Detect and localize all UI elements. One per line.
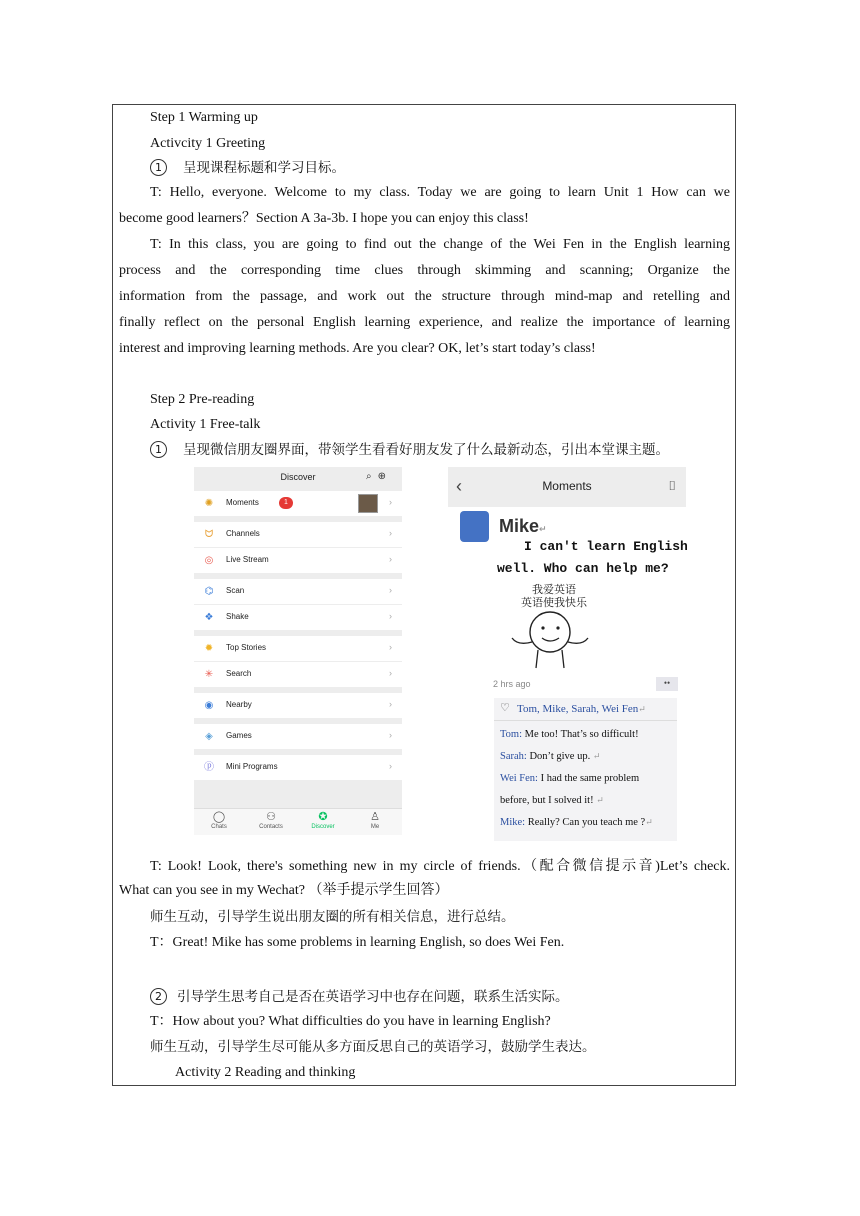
t5-line: T：How about you? What difficulties do you have in learning English? bbox=[150, 1014, 551, 1029]
t4-line: T：Great! Mike has some problems in learning English, so does Wei Fen. bbox=[150, 935, 565, 950]
t3-line-a: T: Look! Look, there's something new in my circle of friends.（配合微信提示音)Let’s check. bbox=[150, 859, 730, 874]
step2-activity: Activity 1 Free-talk bbox=[150, 417, 261, 432]
discover-item-label: Channels bbox=[226, 529, 260, 538]
discover-item-label: Nearby bbox=[226, 700, 252, 709]
comment: before, but I solved it! ↵ bbox=[500, 795, 604, 806]
number-circle: 1 bbox=[150, 159, 167, 176]
step1-item1-text: 呈现课程标题和学习目标。 bbox=[183, 160, 345, 176]
compass-icon: ✪ bbox=[318, 811, 328, 823]
summary2-line: 师生互动，引导学生尽可能从多方面反思自己的英语学习，鼓励学生表达。 bbox=[150, 1039, 596, 1055]
t1-line-a: T: Hello, everyone. Welcome to my class. Today we are going to learn Unit 1 How can we bbox=[150, 185, 730, 200]
moments-header bbox=[448, 467, 686, 507]
activity2-line: Activity 2 Reading and thinking bbox=[175, 1065, 356, 1080]
tab-chats[interactable]: ◯ Chats bbox=[199, 811, 239, 830]
scan-icon: ⌬ bbox=[204, 586, 214, 597]
games-icon: ◈ bbox=[205, 731, 213, 742]
tab-contacts[interactable]: ⚇ Contacts bbox=[251, 811, 291, 830]
chevron-right-icon: › bbox=[389, 699, 392, 709]
chevron-right-icon: › bbox=[389, 611, 392, 621]
discover-item-label: Shake bbox=[226, 612, 249, 621]
wechat-discover-screenshot bbox=[194, 467, 402, 835]
t1-line-b: become good learners？Section A 3a-3b. I hope you can enjoy this class! bbox=[119, 211, 529, 226]
number-circle: 2 bbox=[150, 988, 167, 1005]
person-icon: ♙ bbox=[370, 811, 380, 823]
stick-figure-meme-image bbox=[508, 608, 592, 670]
step1-activity: Activcity 1 Greeting bbox=[150, 136, 266, 151]
step2-item1-text: 呈现微信朋友圈界面，带领学生看看好朋友发了什么最新动态，引出本堂课主题。 bbox=[183, 442, 669, 458]
camera-icon[interactable]: ⌷ bbox=[668, 478, 676, 493]
discover-item-nearby[interactable] bbox=[194, 693, 402, 718]
discover-item-shake[interactable] bbox=[194, 605, 402, 630]
post-timestamp: 2 hrs ago bbox=[493, 679, 531, 689]
poster-name: Mike↵ bbox=[499, 516, 547, 536]
step1-heading: Step 1 Warming up bbox=[150, 110, 258, 125]
discover-item-games[interactable] bbox=[194, 724, 402, 749]
post-text-line2: well. Who can help me? bbox=[497, 561, 669, 576]
search-star-icon: ✳ bbox=[204, 669, 214, 680]
discover-item-label: Games bbox=[226, 731, 252, 740]
discover-item-label: Moments bbox=[226, 498, 259, 507]
t2-line-b: process and the corresponding time clues through skimming and scanning; Organize the bbox=[119, 263, 730, 278]
chevron-right-icon: › bbox=[389, 730, 392, 740]
discover-item-scan[interactable] bbox=[194, 579, 402, 604]
discover-item-mini-programs[interactable] bbox=[194, 755, 402, 780]
t2-line-c: information from the passage, and work out the structure through mind-map and retelling and bbox=[119, 289, 730, 304]
tab-discover[interactable]: ✪ Discover bbox=[303, 811, 343, 830]
chevron-right-icon: › bbox=[389, 528, 392, 538]
chevron-right-icon: › bbox=[389, 585, 392, 595]
discover-item-label: Live Stream bbox=[226, 555, 269, 564]
t2-line-a: T: In this class, you are going to find out the change of the Wei Fen in the English learning bbox=[150, 237, 730, 252]
chevron-right-icon: › bbox=[389, 642, 392, 652]
add-icon[interactable]: ⊕ bbox=[377, 471, 392, 482]
moments-thumbnail bbox=[358, 494, 378, 513]
comments-list bbox=[494, 721, 677, 841]
tab-me[interactable]: ♙ Me bbox=[355, 811, 395, 830]
t2-line-e: interest and improving learning methods. Are you clear? OK, let’s start today’s class! bbox=[119, 341, 596, 356]
contacts-icon: ⚇ bbox=[266, 811, 276, 823]
heart-icon: ♡ bbox=[500, 702, 510, 714]
back-arrow-icon[interactable]: ‹ bbox=[456, 476, 462, 496]
tab-bar bbox=[194, 808, 402, 835]
chevron-right-icon: › bbox=[389, 554, 392, 564]
comment[interactable]: Sarah: Don’t give up. ↵ bbox=[500, 751, 601, 762]
step2-heading: Step 2 Pre-reading bbox=[150, 392, 255, 407]
moments-title: Moments bbox=[542, 479, 592, 493]
moments-icon: ✺ bbox=[204, 498, 214, 509]
post-text-line1: I can't learn English bbox=[524, 539, 688, 554]
top-stories-icon: ✹ bbox=[204, 643, 214, 654]
comment[interactable]: Mike: Really? Can you teach me ?↵ bbox=[500, 817, 653, 828]
chevron-right-icon: › bbox=[389, 761, 392, 771]
likes-row bbox=[494, 698, 677, 721]
avatar[interactable] bbox=[460, 511, 489, 542]
t2-line-d: finally reflect on the personal English learning experience, and realize the importance of learning bbox=[119, 315, 730, 330]
chevron-right-icon: › bbox=[389, 497, 392, 507]
discover-item-channels[interactable] bbox=[194, 522, 402, 547]
meme-caption: 我爱英语 英语使我快乐 bbox=[521, 583, 587, 609]
number-circle: 1 bbox=[150, 441, 167, 458]
mini-programs-icon: ⓟ bbox=[204, 762, 214, 773]
discover-item-label: Top Stories bbox=[226, 643, 267, 652]
comment[interactable]: Wei Fen: I had the same problem bbox=[500, 773, 640, 784]
discover-item-search[interactable] bbox=[194, 662, 402, 687]
more-options-button[interactable]: •• bbox=[656, 677, 678, 691]
nearby-icon: ◉ bbox=[204, 700, 214, 711]
step2-item2 bbox=[150, 984, 569, 1011]
notification-badge: 1 bbox=[279, 497, 293, 509]
discover-item-label: Mini Programs bbox=[226, 762, 278, 771]
chevron-right-icon: › bbox=[389, 668, 392, 678]
search-icon[interactable]: ⌕ bbox=[366, 471, 378, 482]
discover-item-top-stories[interactable] bbox=[194, 636, 402, 661]
comment[interactable]: Tom: Me too! That’s so difficult! bbox=[500, 729, 639, 740]
t3-line-b: What can you see in my Wechat? （举手提示学生回答） bbox=[119, 883, 449, 898]
discover-header bbox=[194, 467, 402, 489]
channels-icon: ᗢ bbox=[204, 529, 214, 540]
discover-item-live-stream[interactable] bbox=[194, 548, 402, 573]
step1-item1 bbox=[150, 155, 345, 182]
discover-title: Discover bbox=[280, 472, 316, 482]
discover-item-label: Scan bbox=[226, 586, 245, 595]
shake-icon: ❖ bbox=[204, 612, 214, 623]
live-stream-icon: ◎ bbox=[204, 555, 214, 566]
step2-item2-text: 引导学生思考自己是否在英语学习中也存在问题，联系生活实际。 bbox=[177, 989, 569, 1005]
chat-bubble-icon: ◯ bbox=[212, 811, 226, 823]
summary-line: 师生互动，引导学生说出朋友圈的所有相关信息，进行总结。 bbox=[150, 909, 515, 925]
likes-names: Tom, Mike, Sarah, Wei Fen↵ bbox=[517, 703, 646, 715]
step2-item1 bbox=[150, 437, 669, 464]
discover-item-label: Search bbox=[226, 669, 252, 678]
discover-item-moments[interactable] bbox=[194, 491, 402, 516]
